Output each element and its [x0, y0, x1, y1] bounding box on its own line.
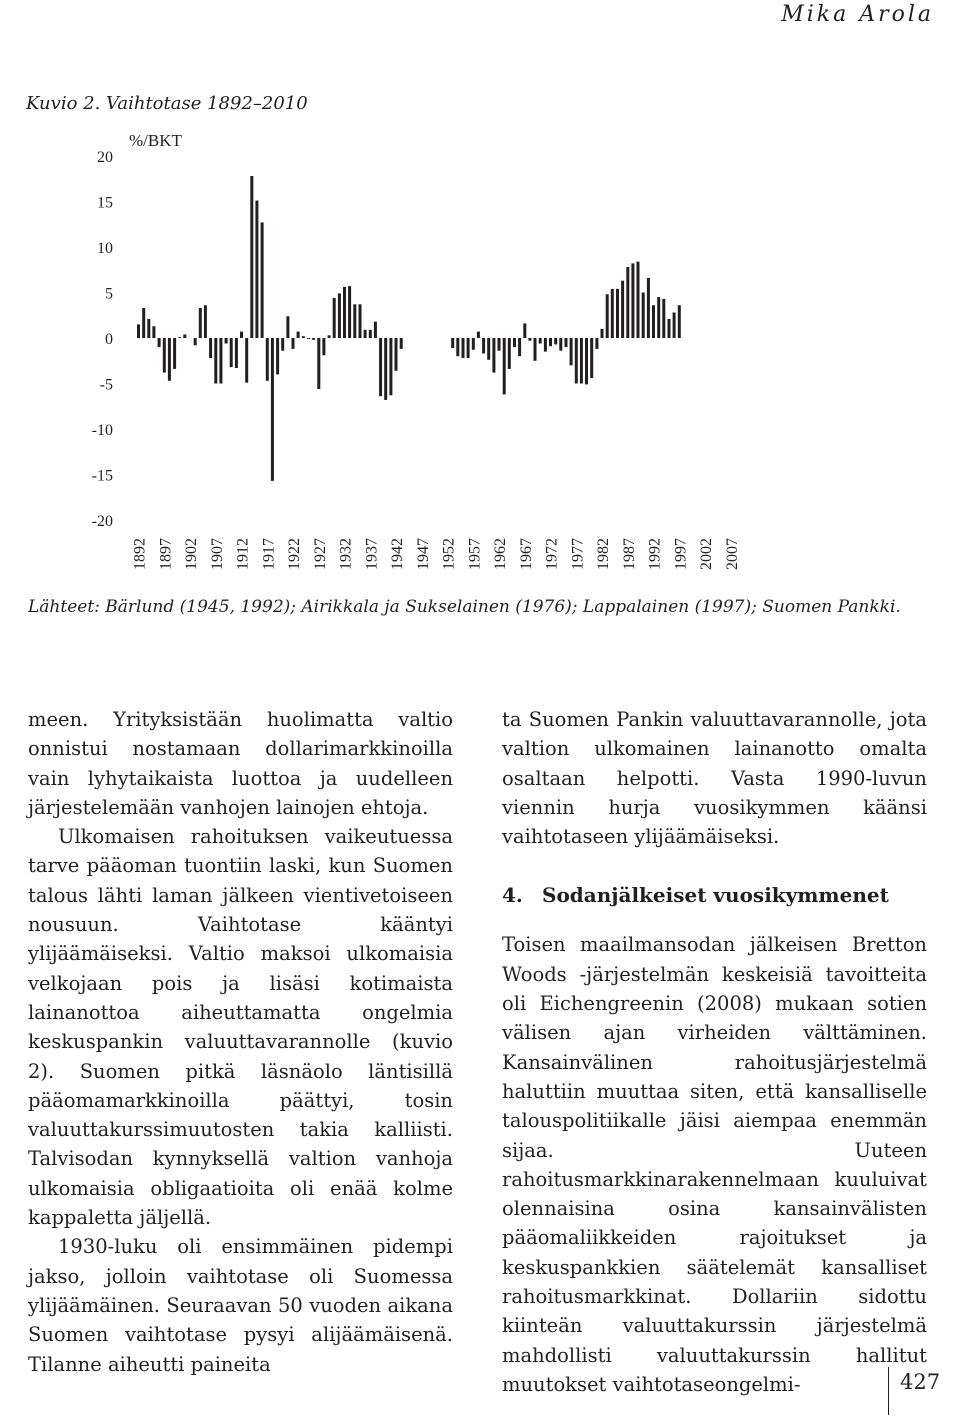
- bar-1993: [657, 297, 660, 338]
- bar-1899: [173, 338, 176, 369]
- bar-1964: [508, 338, 511, 369]
- bar-1990: [642, 293, 645, 339]
- left-column: [28, 705, 453, 1379]
- bar-1928: [322, 338, 325, 355]
- paragraph: 1930-luku oli ensimmäinen pidempi jakso, jolloin vaihtotase oli Suomessa ylijäämäinen. Seuraavan 50 vuoden aikana Suomen vaihtotase pysyi alijäämäisenä. Tilanne aiheutti paineita: [28, 1235, 453, 1376]
- y-tick-label: 10: [97, 240, 113, 257]
- bar-1937: [369, 330, 372, 338]
- x-tick-label: 1892: [131, 538, 149, 570]
- bar-1905: [204, 305, 207, 338]
- bar-1995: [668, 319, 671, 338]
- bar-1919: [276, 338, 279, 374]
- bar-1903: [194, 338, 197, 345]
- bar-1956: [467, 338, 470, 358]
- bar-1963: [503, 338, 506, 394]
- x-tick-label: 1937: [363, 538, 381, 570]
- bar-1966: [518, 338, 521, 356]
- bar-1931: [338, 293, 341, 338]
- bar-1972: [549, 338, 552, 346]
- bar-1896: [158, 338, 161, 347]
- bar-1924: [302, 336, 305, 338]
- x-tick-label: 1952: [440, 538, 458, 570]
- bar-1932: [343, 287, 346, 338]
- x-tick-label: 1927: [311, 538, 329, 570]
- x-tick-label: 1897: [157, 538, 175, 570]
- bar-1960: [487, 338, 490, 360]
- bar-1938: [374, 322, 377, 338]
- bar-1933: [348, 286, 351, 338]
- bar-1979: [585, 338, 588, 384]
- bar-1893: [142, 308, 145, 338]
- bar-1914: [250, 176, 253, 338]
- paragraph: Ulkomaisen rahoituksen vaikeutuessa tarve pääoman tuontiin laski, kun Suomen talous lähti laman jälkeen vientivetoiseen nousuun. Vaihtotase kääntyi ylijäämäiseksi. Valtio maksoi ulkomaisia velkojaan pois ja lisäsi kotimaista lainanottoa aiheuttamatta ongelmia keskuspankin valuuttavarannolle (kuvio 2). Suomen pitkä läsnäolo läntisillä pääomamarkkinoilla päättyi, tosin valuuttakurssimuutosten takia kalliisti. Talvisodan kynnyksellä valtion vanhoja ulkomaisia obligaatioita oli enää kolme kappaletta jäljellä.: [28, 825, 453, 1230]
- bar-1968: [528, 338, 531, 341]
- bar-1996: [673, 313, 676, 339]
- figure-caption: Kuvio 2. Vaihtotase 1892–2010: [26, 93, 308, 114]
- bar-1985: [616, 289, 619, 338]
- y-axis-unit-label: %/BKT: [129, 131, 182, 150]
- bar-1971: [544, 338, 547, 352]
- bar-1980: [590, 338, 593, 378]
- bar-1969: [534, 338, 537, 361]
- right-column: [502, 705, 927, 1399]
- bar-1897: [163, 338, 166, 373]
- bar-1959: [482, 338, 485, 354]
- bar-1920: [281, 338, 284, 351]
- x-tick-label: 1987: [620, 538, 638, 570]
- bar-1987: [626, 267, 629, 338]
- bar-1975: [565, 338, 568, 347]
- bar-1991: [647, 278, 650, 338]
- x-tick-label: 1932: [337, 538, 355, 570]
- y-tick-label: -5: [99, 376, 113, 394]
- bar-1916: [261, 222, 264, 338]
- bar-1900: [178, 337, 181, 338]
- bar-1970: [539, 338, 542, 344]
- section-number: 4.: [502, 883, 523, 908]
- bar-1976: [570, 338, 573, 365]
- bar-1984: [611, 289, 614, 338]
- x-tick-label: 1907: [208, 538, 226, 570]
- paragraph: meen. Yrityksistään huolimatta valtio onnistui nostamaan dollarimarkkinoilla vain lyhytaikaista luottoa ja uudelleen järjestelemään vanhojen lainojen ehtoja.: [28, 708, 453, 819]
- bar-1943: [400, 338, 403, 349]
- bar-1909: [225, 338, 228, 344]
- bar-1908: [219, 338, 222, 384]
- x-tick-label: 1977: [569, 538, 587, 570]
- x-tick-label: 1967: [517, 538, 535, 570]
- bar-1895: [152, 326, 155, 338]
- x-tick-label: 1997: [672, 538, 690, 570]
- bar-1935: [359, 304, 362, 338]
- bar-1941: [389, 338, 392, 395]
- bar-1982: [601, 329, 604, 338]
- bar-1962: [498, 338, 501, 351]
- bar-1977: [575, 338, 578, 384]
- bar-1988: [631, 263, 634, 338]
- section-heading: [502, 881, 927, 910]
- figure-source: Lähteet: Bärlund (1945, 1992); Airikkala ja Sukselainen (1976); Lappalainen (1997); Suomen Pankki.: [28, 597, 901, 617]
- bar-1913: [245, 338, 248, 383]
- bar-1917: [266, 338, 269, 381]
- x-tick-label: 1922: [286, 538, 303, 570]
- bar-1958: [477, 332, 480, 338]
- bar-1957: [472, 338, 475, 350]
- bar-1955: [462, 338, 465, 358]
- x-tick-label: 1947: [414, 538, 432, 570]
- bar-1939: [379, 338, 382, 396]
- bar-1923: [297, 332, 300, 338]
- y-tick-label: 0: [105, 331, 113, 348]
- bar-1936: [364, 330, 367, 338]
- section-title: Sodanjälkeiset vuosikymmenet: [542, 883, 889, 908]
- x-tick-label: 2007: [723, 538, 741, 570]
- bar-1922: [292, 338, 295, 349]
- bar-1989: [637, 262, 640, 338]
- y-tick-label: -10: [91, 422, 113, 439]
- bar-1904: [199, 308, 202, 338]
- x-tick-label: 1972: [543, 538, 561, 570]
- bar-1925: [307, 338, 310, 339]
- bar-1910: [230, 338, 233, 367]
- x-tick-label: 1917: [260, 538, 278, 570]
- x-tick-label: 1992: [646, 538, 664, 570]
- x-tick-label: 1942: [389, 538, 406, 570]
- bar-1906: [209, 338, 212, 358]
- bar-1894: [147, 319, 150, 338]
- bar-1978: [580, 338, 583, 384]
- y-tick-label: 15: [97, 194, 113, 212]
- x-tick-label: 1957: [466, 538, 484, 570]
- bar-1898: [168, 338, 171, 381]
- bar-1986: [621, 281, 624, 338]
- running-header-author: Mika Arola: [781, 2, 934, 27]
- bar-1974: [559, 338, 562, 351]
- bar-1918: [271, 338, 274, 481]
- bar-1965: [513, 338, 516, 347]
- paragraph: Toisen maailmansodan jälkeisen Bretton Woods -järjestelmän keskeisiä tavoitteita oli Eichengreenin (2008) mukaan sotien välisen ajan virheiden välttäminen. Kansainvälinen rahoitusjärjestelmä haluttiin muuttaa siten, että kansalliselle talouspolitiikalle jäisi aiempaa enemmän sijaa. Uuteen rahoitusmarkkinarakennelmaan kuuluivat olennaisina osina kansainvälisten pääomaliikkeiden rajoitukset ja keskuspankkien säätelemät kansalliset rahoitusmarkkinat. Dollariin sidottu kiinteän valuuttakurssin järjestelmä mahdollisti valuuttakurssin hallitut muutokset vaihtotaseongelmi-: [502, 933, 927, 1396]
- bar-1911: [235, 338, 238, 368]
- y-tick-label: 5: [105, 285, 113, 303]
- bar-1912: [240, 332, 243, 338]
- bar-1929: [328, 335, 331, 338]
- bar-1953: [451, 338, 454, 348]
- page-number: 427: [900, 1370, 941, 1394]
- y-tick-label: -20: [91, 513, 113, 530]
- bar-1901: [183, 334, 186, 338]
- x-tick-label: 1902: [183, 538, 200, 570]
- bar-1967: [523, 323, 526, 338]
- bar-1997: [678, 305, 681, 338]
- bar-1994: [662, 299, 665, 338]
- x-tick-label: 2002: [698, 538, 715, 570]
- paragraph: ta Suomen Pankin valuuttavarannolle, jota valtion ulkomainen lainanotto omalta osaltaan helpotti. Vasta 1990-luvun viennin hurja vuosikymmen käänsi vaihtotaseen ylijäämäiseksi.: [502, 708, 927, 849]
- bar-1907: [214, 338, 217, 384]
- x-tick-label: 1962: [492, 538, 509, 570]
- y-tick-label: -15: [91, 467, 113, 485]
- bar-1926: [312, 338, 315, 340]
- bar-1921: [286, 316, 289, 338]
- bar-1940: [384, 338, 387, 400]
- bar-1892: [137, 324, 140, 338]
- footer-rule: [888, 1367, 889, 1415]
- x-tick-label: 1912: [234, 538, 252, 570]
- bar-1981: [595, 338, 598, 349]
- bar-1915: [255, 201, 258, 338]
- bar-1942: [395, 338, 398, 371]
- bar-1927: [317, 338, 320, 389]
- bar-1992: [652, 305, 655, 338]
- x-tick-label: 1982: [595, 538, 612, 570]
- bar-1983: [606, 294, 609, 338]
- bar-1954: [456, 338, 459, 356]
- bar-1934: [353, 304, 356, 338]
- current-account-chart: [0, 0, 960, 590]
- bar-1973: [554, 338, 557, 344]
- bar-1930: [333, 298, 336, 338]
- bar-1961: [492, 338, 495, 373]
- y-tick-label: 20: [97, 149, 113, 166]
